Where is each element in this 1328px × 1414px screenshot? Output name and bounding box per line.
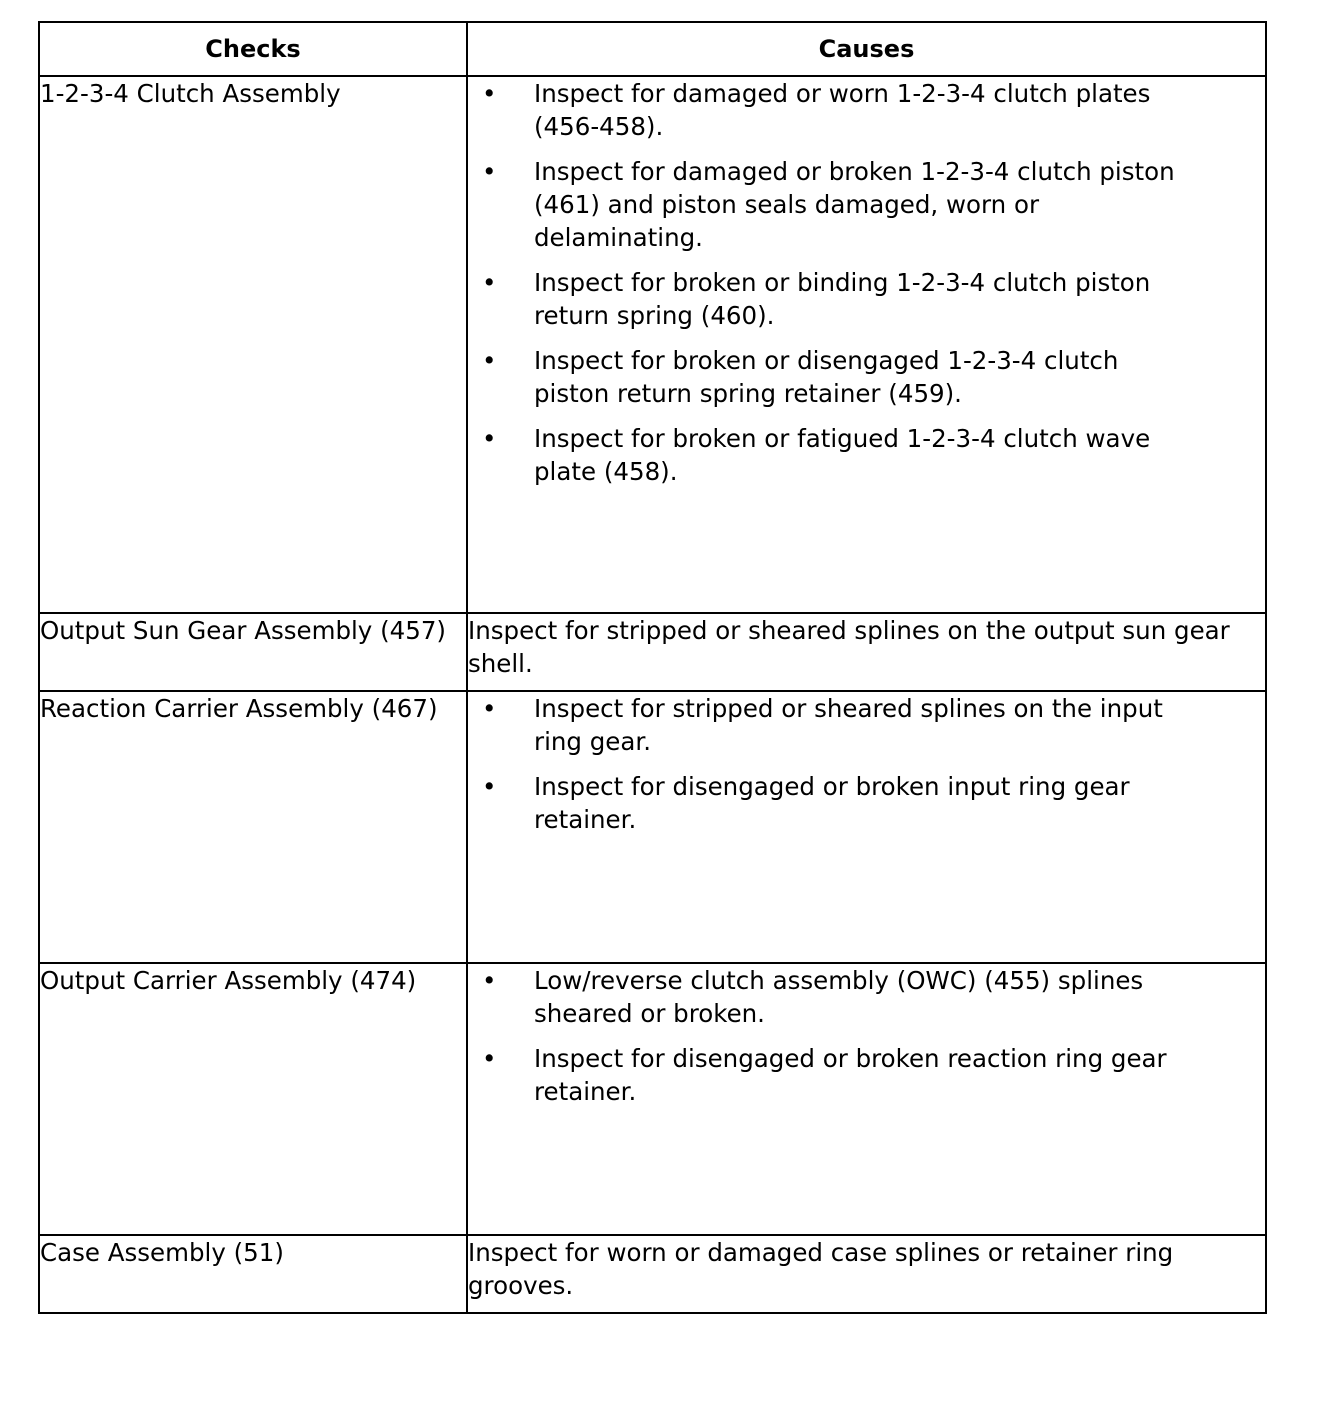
bullet-icon: • [482, 346, 497, 375]
cause-item: • Inspect for broken or fatigued 1-2-3-4 clutch wave plate (458). [482, 424, 1151, 486]
check-cell: Reaction Carrier Assembly (467) [39, 691, 467, 963]
check-cell: Output Sun Gear Assembly (457) [39, 613, 467, 691]
bullet-icon: • [482, 694, 497, 723]
table-row [39, 963, 1266, 1235]
causes-cell [467, 691, 1266, 963]
table-header-row [39, 22, 1266, 76]
check-cell: Output Carrier Assembly (474) [39, 963, 467, 1235]
table-row [39, 76, 1266, 613]
bullet-icon: • [482, 772, 497, 801]
cause-item: • Inspect for disengaged or broken reaction ring gear retainer. [482, 1044, 1167, 1106]
check-cell: Case Assembly (51) [39, 1235, 467, 1313]
bullet-icon: • [482, 268, 497, 297]
table-row [39, 1235, 1266, 1313]
table-row [39, 691, 1266, 963]
causes-cell [467, 963, 1266, 1235]
cause-item: • Low/reverse clutch assembly (OWC) (455) splines sheared or broken. [482, 966, 1144, 1028]
check-cell: 1-2-3-4 Clutch Assembly [39, 76, 467, 613]
causes-cell: Inspect for stripped or sheared splines on the output sun gear shell. [467, 613, 1266, 691]
causes-list [468, 77, 1265, 488]
causes-cell: Inspect for worn or damaged case splines or retainer ring grooves. [467, 1235, 1266, 1313]
cause-item: • Inspect for broken or binding 1-2-3-4 clutch piston return spring (460). [482, 268, 1151, 330]
cause-item: • Inspect for disengaged or broken input ring gear retainer. [482, 772, 1130, 834]
bullet-icon: • [482, 1044, 497, 1073]
bullet-icon: • [482, 966, 497, 995]
bullet-icon: • [482, 424, 497, 453]
header-checks: Checks [39, 22, 467, 76]
cause-item: • Inspect for damaged or broken 1-2-3-4 clutch piston (461) and piston seals damaged, worn or delaminating. [482, 157, 1175, 252]
checks-causes-table [38, 21, 1267, 1314]
table-row [39, 613, 1266, 691]
bullet-icon: • [482, 157, 497, 186]
cause-item: • Inspect for damaged or worn 1-2-3-4 clutch plates (456-458). [482, 79, 1151, 141]
causes-list [468, 692, 1265, 836]
causes-cell [467, 76, 1266, 613]
header-causes: Causes [467, 22, 1266, 76]
bullet-icon: • [482, 79, 497, 108]
cause-item: • Inspect for broken or disengaged 1-2-3-4 clutch piston return spring retainer (459). [482, 346, 1119, 408]
causes-list [468, 964, 1265, 1108]
cause-item: • Inspect for stripped or sheared splines on the input ring gear. [482, 694, 1163, 756]
